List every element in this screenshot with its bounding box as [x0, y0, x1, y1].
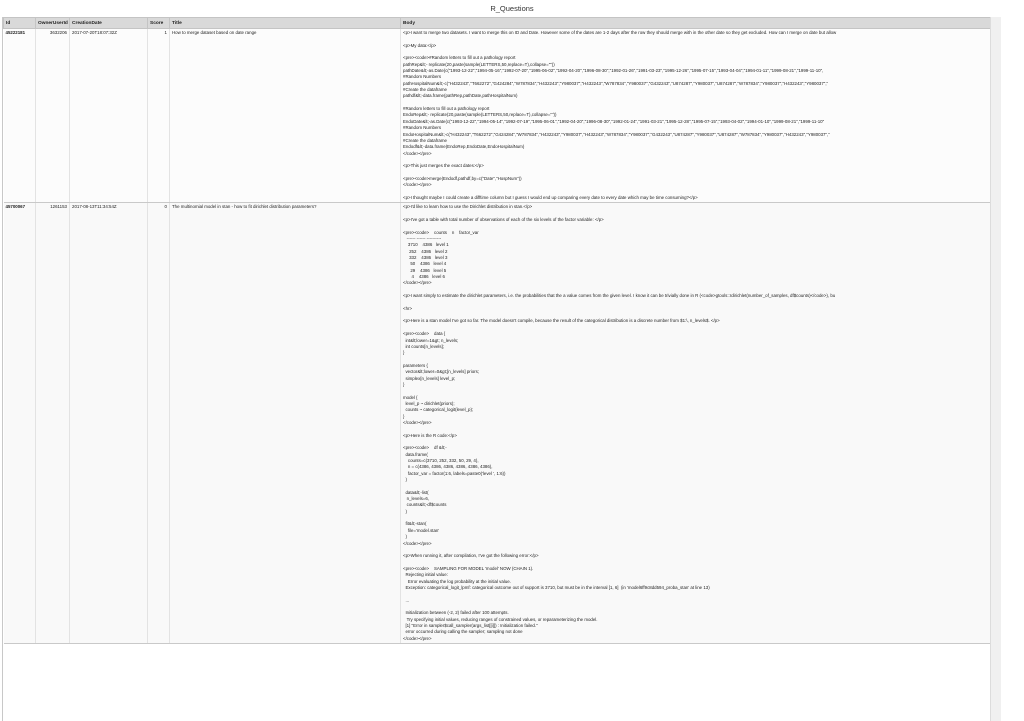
column-header-title[interactable]: Title: [170, 18, 401, 29]
cell-owner-user-id[interactable]: 1261153: [36, 203, 70, 644]
column-header-id[interactable]: Id: [4, 18, 36, 29]
cell-body[interactable]: <p>I'd like to learn how to use the Dirichlet distribution in stan.</p> <p>I've got a table with total number of observations of each of the six levels of the factor variable: </p> <pre><code> counts n factor_var ------ ------ ---------- 3710 4386 level 1 252 4386 level 2 332 4386 level 3 50 4386 level 4 29 4386 level 5 4 4386 level 6 </code></pre> <p>I want simply to estimate the dirichlet parameters, i.e. the probabilities that the a value comes from the given level. I know it can be trivially done in R (<code>gtools::rdirichlet(number_of_samples, df$counts)</code>), bu <hr> <p>Here is a stan model I've got so far. The model doesn't compile, because the result of the categorical distribution is a discrete number from $1:\, n_levels$. </p> <pre><code> data { int&lt;lower=1&gt; n_levels; int counts[n_levels]; } parameters { vector&lt;lower=0&gt;[n_levels] priors; simplex[n_levels] level_p; } model { level_p ~ dirichlet(priors); counts ~ categorical_logit(level_p); } </code></pre> <p>Here is the R code:</p> <pre><code> df &lt;- data.frame( counts=c(3710, 252, 332, 50, 29, 4), n = c(4386, 4386, 4386, 4386, 4386, 4386), factor_var = factor(1:6, labels=paste0('level ', 1:6)) ) data&lt;-list( n_levels=6, counts&lt;-df$counts ) fit&lt;-stan( file='model.stan' ) </code></pre> <p>When running it, after compilation, I've got the following error:</p> <pre><code> SAMPLING FOR MODEL 'model' NOW (CHAIN 1). Rejecting initial value: Error evaluating the log probability at the initial value. Exception: categorical_logit_lpmf: categorical outcome out of support is 3710, but must be in the interval [1, 6] (in 'model6ff9c8dd594_proba_stan' at line 13) ... Initialization between (-2, 2) failed after 100 attempts. Try specifying initial values, reducing ranges of constrained values, or reparameterizing the model. [1] "Error in sampler$call_sampler(args_list[[i]]) : Initialization failed." error occurred during calling the sampler; sampling not done </code></pre>: [401, 203, 992, 644]
cell-score[interactable]: 1: [148, 29, 170, 203]
column-header-score[interactable]: Score: [148, 18, 170, 29]
cell-creation-date[interactable]: 2017-07-20T18:07:32Z: [70, 29, 148, 203]
table-row: [4, 203, 992, 644]
column-header-creation-date[interactable]: CreationDate: [70, 18, 148, 29]
questions-table: [3, 17, 991, 644]
cell-id[interactable]: 45700067: [4, 203, 36, 644]
table-row: [4, 29, 992, 203]
cell-title[interactable]: The multinomial model in stan - how to fit dirichlet distribution parameters?: [170, 203, 401, 644]
column-header-body[interactable]: Body: [401, 18, 992, 29]
cell-id[interactable]: 45222181: [4, 29, 36, 203]
cell-score[interactable]: 0: [148, 203, 170, 644]
header-row: [4, 18, 992, 29]
column-header-owner-user-id[interactable]: OwnerUserId: [36, 18, 70, 29]
cell-title[interactable]: How to merge dataset based on date range: [170, 29, 401, 203]
cell-body[interactable]: <p>I want to merge two datasets. I want to merge this on ID and Date. However some of the dates are 1-2 days after the row they should merge with in the other date so they get excluded. How can I merge on date but allow <p>My data:</p> <pre><code>#Random letters to fill out a pathology report pathRep&lt;- replicate(20,paste(sample(LETTERS,50,replace=T),collapse="")) pathDate&lt;-as.Date(c("1993-12-22","1994-05-16","1992-07-20","1995-06-02","1992-04-20","1996-08-30","1992-01-26","1991-03-23","1995-12-26","1995-07-15","1993-04-04","1994-01-11","1999-08-21","1999-11-10", #Random Numbers pathHospitalNum&lt;-c("H432243","T662272","G424284","W787834","H432243","Y980037","H432243","W787834","Y980037","G432243","U874287","Y980037","U874287","W787834","Y980037","H432243","Y980037"," #Create the dataframe pathdf&lt;-data.frame(pathRep,pathDate,pathHospitalNum) #Random letters to fill out a pathology report EndoRep&lt;- replicate(20,paste(sample(LETTERS,50,replace=T),collapse="")) EndoDate&lt;-as.Date(c("1993-12-22","1994-05-14","1992-07-19","1995-06-01","1992-04-20","1996-08-30","1992-01-24","1991-03-21","1995-12-28","1995-07-15","1993-04-02","1994-01-10","1999-08-21","1999-11-10" #Random Numbers EndoHospitalNum&lt;-c("H432243","T662272","G424284","W787834","H432243","Y980037","H432243","W787834","Y980037","G432243","U874287","Y980037","U874287","W787834","Y980037","H432243","Y980037"," #Create the dataframe Endodf&lt;-data.frame(EndoRep,EndoDate,EndoHospitalNum) </code></pre> <p>This just merges the exact dates:</p> <pre><code>merge(Endodf,pathdf,by=c("Date","HospNum")) </code></pre> <p>I thought maybe I could create a difftime column but I guess I would end up comparing every date to every date which may be time consuming?</p>: [401, 29, 992, 203]
sheet-title: R_Questions: [490, 4, 534, 13]
cell-owner-user-id[interactable]: 3632206: [36, 29, 70, 203]
spreadsheet-view[interactable]: [2, 17, 991, 721]
cell-creation-date[interactable]: 2017-08-13T11:34:54Z: [70, 203, 148, 644]
vertical-scrollbar[interactable]: [990, 17, 1001, 721]
